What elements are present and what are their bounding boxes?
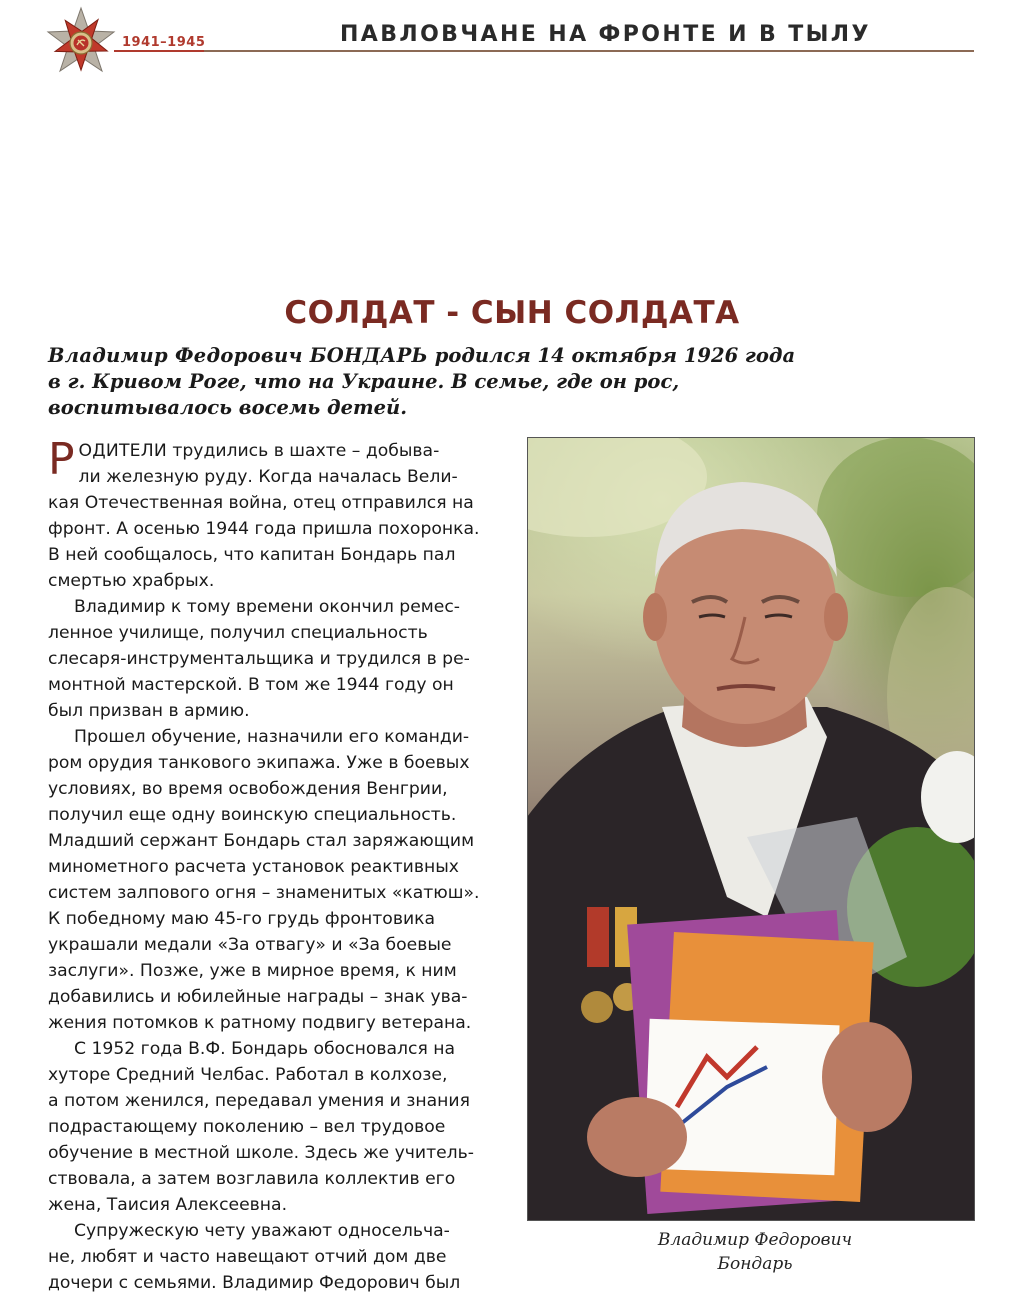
body-line: ленное училище, получил специальность: [48, 623, 428, 643]
body-line: дочери с семьями. Владимир Федорович был: [48, 1273, 461, 1293]
body-line: слесаря-инструментальщика и трудился в ре-: [48, 649, 470, 669]
body-line: Прошел обучение, назначили его команди-: [74, 727, 470, 747]
body-line: жена, Таисия Алексеевна.: [48, 1195, 288, 1215]
article-lead: [48, 343, 796, 421]
article-title: СОЛДАТ - СЫН СОЛДАТА: [284, 295, 740, 331]
body-line: жения потомков к ратному подвигу ветерана.: [48, 1013, 472, 1033]
lead-line-2: в г. Кривом Роге, что на Украине. В семье, где он рос,: [48, 370, 680, 393]
body-line: получил еще одну воинскую специальность.: [48, 805, 457, 825]
body-line: ром орудия танкового экипажа. Уже в боевых: [48, 753, 470, 773]
drop-cap: Р: [48, 434, 75, 485]
body-line: кая Отечественная война, отец отправился на: [48, 493, 474, 513]
body-line: ОДИТЕЛИ трудились в шахте – добыва-: [78, 441, 440, 461]
body-line: хуторе Средний Челбас. Работал в колхозе,: [48, 1065, 448, 1085]
body-line: С 1952 года В.Ф. Бондарь обосновался на: [74, 1039, 456, 1059]
lead-line-3: воспитывалось восемь детей.: [48, 396, 408, 419]
body-line: условиях, во время освобождения Венгрии,: [48, 779, 448, 799]
caption-line-1: Владимир Федорович: [657, 1230, 853, 1250]
body-line: Владимир к тому времени окончил ремес-: [74, 597, 460, 617]
body-line: а потом женился, передавал умения и знания: [48, 1091, 470, 1111]
body-line: смертью храбрых.: [48, 571, 215, 591]
article-body: [48, 434, 508, 1296]
body-line: не, любят и часто навещают отчий дом две: [48, 1247, 447, 1267]
body-line: ствовала, а затем возглавила коллектив его: [48, 1169, 456, 1189]
body-line: был призван в армию.: [48, 701, 250, 721]
photo-frame: [527, 437, 975, 1221]
header-rule: [114, 50, 974, 52]
body-line: украшали медали «За отвагу» и «За боевые: [48, 935, 452, 955]
body-line: Супружескую чету уважают односельча-: [74, 1221, 450, 1241]
caption-line-2: Бондарь: [717, 1254, 793, 1274]
first-word-rest: ОДИТЕЛИ: [78, 441, 167, 461]
order-of-patriotic-war-icon: [44, 6, 118, 80]
years-label: 1941–1945: [122, 35, 206, 50]
lead-line-1-rest: родился 14 октября 1926 года: [427, 344, 796, 367]
body-line: заслуги». Позже, уже в мирное время, к ним: [48, 961, 457, 981]
body-line: К победному маю 45-го грудь фронтовика: [48, 909, 436, 929]
body-line: систем залпового огня – знаменитых «катюш».: [48, 883, 480, 903]
body-line: Младший сержант Бондарь стал заряжающим: [48, 831, 475, 851]
body-line: В ней сообщалось, что капитан Бондарь пал: [48, 545, 456, 565]
body-line: фронт. А осенью 1944 года пришла похоронка.: [48, 519, 480, 539]
photo-caption: [610, 1228, 900, 1276]
body-line: добавились и юбилейные награды – знак ува-: [48, 987, 468, 1007]
lead-name: Владимир Федорович БОНДАРЬ: [48, 344, 428, 367]
body-line: обучение в местной школе. Здесь же учитель-: [48, 1143, 474, 1163]
lead-line-1: [48, 343, 796, 369]
body-line: монтной мастерской. В том же 1944 году он: [48, 675, 454, 695]
body-line: минометного расчета установок реактивных: [48, 857, 459, 877]
running-title: ПАВЛОВЧАНЕ НА ФРОНТЕ И В ТЫЛУ: [340, 22, 871, 47]
body-line: подрастающему поколению – вел трудовое: [48, 1117, 446, 1137]
body-line: ли железную руду. Когда началась Вели-: [78, 467, 458, 487]
